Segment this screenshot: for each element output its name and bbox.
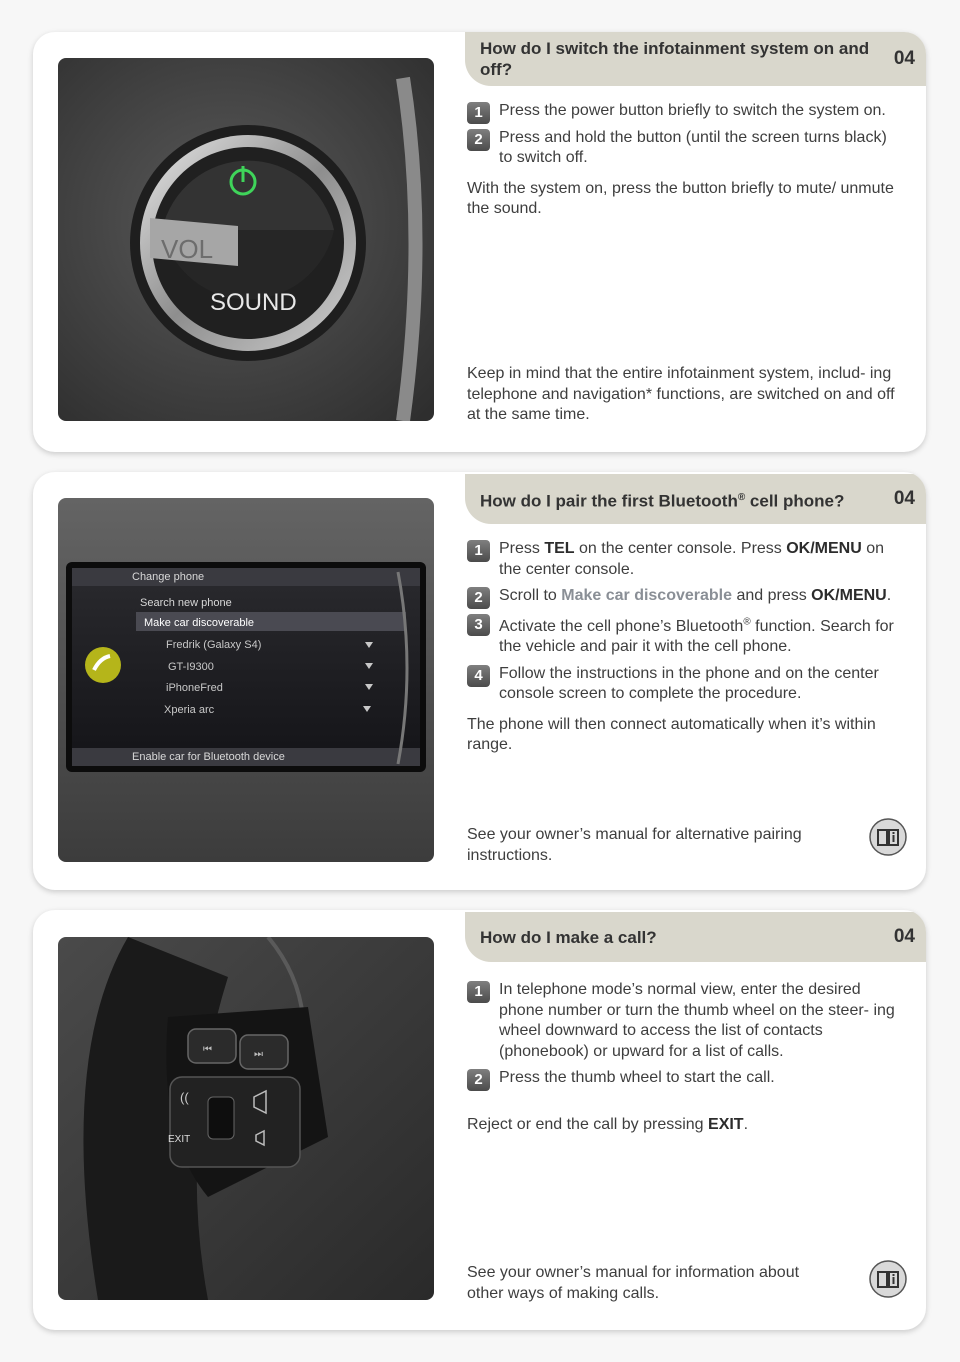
svg-text:((: (( <box>180 1090 189 1105</box>
step-item <box>467 101 904 122</box>
screen-footer: Enable car for Bluetooth device <box>132 751 285 763</box>
screen-item: Search new phone <box>140 597 232 609</box>
section-header <box>465 474 926 524</box>
screen-item-selected: Make car discoverable <box>144 617 255 629</box>
note-text: Keep in mind that the entire infotainment system, includ- ing telephone and navigation* functions, are switched on and off at the same time. <box>467 365 895 423</box>
step-badge: 1 <box>467 981 490 1003</box>
chapter-number: 04 <box>893 488 915 509</box>
info-paragraph: With the system on, press the button briefly to mute/ unmute the sound. <box>467 179 894 217</box>
steering-wheel-illustration <box>58 937 434 1300</box>
power-button-illustration <box>58 58 434 421</box>
phone-icon <box>85 647 121 683</box>
screen-item: Xperia arc <box>164 704 215 716</box>
step-item <box>467 1068 904 1089</box>
step-text: Press the thumb wheel to start the call. <box>499 1069 775 1086</box>
note-text: See your owner’s manual for alternative pairing instructions. <box>467 826 802 864</box>
sound-label: SOUND <box>210 289 297 316</box>
steps-list <box>467 101 904 220</box>
section-header <box>465 32 926 86</box>
section-title: How do I make a call? <box>480 927 657 947</box>
vol-label: VOL <box>161 234 214 264</box>
note-text: See your owner’s manual for information about other ways of making calls. <box>467 1264 800 1302</box>
steps-list <box>467 539 904 756</box>
step-item <box>467 586 904 607</box>
svg-text:⏮: ⏮ <box>203 1044 212 1055</box>
section-card-power <box>33 32 926 452</box>
step-item <box>467 664 904 705</box>
screen-item: iPhoneFred <box>166 682 223 694</box>
screen-item: Fredrik (Galaxy S4) <box>166 639 262 651</box>
section-card-call <box>33 910 926 1330</box>
info-paragraph: Reject or end the call by pressing EXIT. <box>467 1115 749 1133</box>
chapter-number: 04 <box>893 926 915 947</box>
step-item <box>467 613 904 658</box>
step-text: In telephone mode’s normal view, enter the desired phone number or turn the thumb wheel on the steer- ing wheel downward to access the list of contacts (phonebook) or upward for a list of calls. <box>499 981 895 1060</box>
step-badge: 1 <box>467 540 490 562</box>
infotainment-screen-photo <box>58 498 434 862</box>
step-badge: 3 <box>467 614 490 636</box>
info-paragraph: The phone will then connect automatically when it’s within range. <box>467 715 876 754</box>
step-text: Activate the cell phone’s Bluetooth® function. Search for the vehicle and pair it with the cell phone. <box>499 616 894 656</box>
exit-label: EXIT <box>168 1134 191 1145</box>
screen-header: Change phone <box>132 571 205 583</box>
steering-wheel-photo <box>58 937 434 1300</box>
svg-text:⏭: ⏭ <box>254 1049 263 1060</box>
step-badge: 1 <box>467 102 490 124</box>
step-item <box>467 539 904 580</box>
steps-list <box>467 980 904 1135</box>
power-button-photo <box>58 58 434 421</box>
section-title: How do I switch the infotainment system on and off? <box>480 39 870 79</box>
step-badge: 4 <box>467 665 490 687</box>
section-title: How do I pair the first Bluetooth® cell phone? <box>480 491 845 511</box>
step-item <box>467 980 904 1062</box>
step-text: Scroll to Make car discoverable and press OK/MENU. <box>499 587 892 604</box>
step-item <box>467 128 904 169</box>
owners-manual-icon <box>869 1260 907 1298</box>
step-badge: 2 <box>467 587 490 609</box>
step-text: Press TEL on the center console. Press OK/MENU on the center console. <box>499 540 885 578</box>
step-text: Follow the instructions in the phone and on the center console screen to complete the procedure. <box>499 664 879 703</box>
screen-illustration <box>58 498 434 862</box>
section-header <box>465 912 926 962</box>
step-badge: 2 <box>467 1069 490 1091</box>
screen-item: GT-I9300 <box>168 661 214 673</box>
chapter-number: 04 <box>893 48 915 69</box>
step-text: Press and hold the button (until the screen turns black) to switch off. <box>499 128 887 166</box>
owners-manual-icon <box>869 818 907 856</box>
step-badge: 2 <box>467 129 490 151</box>
step-text: Press the power button briefly to switch the system on. <box>499 102 886 119</box>
section-card-bluetooth <box>33 472 926 890</box>
